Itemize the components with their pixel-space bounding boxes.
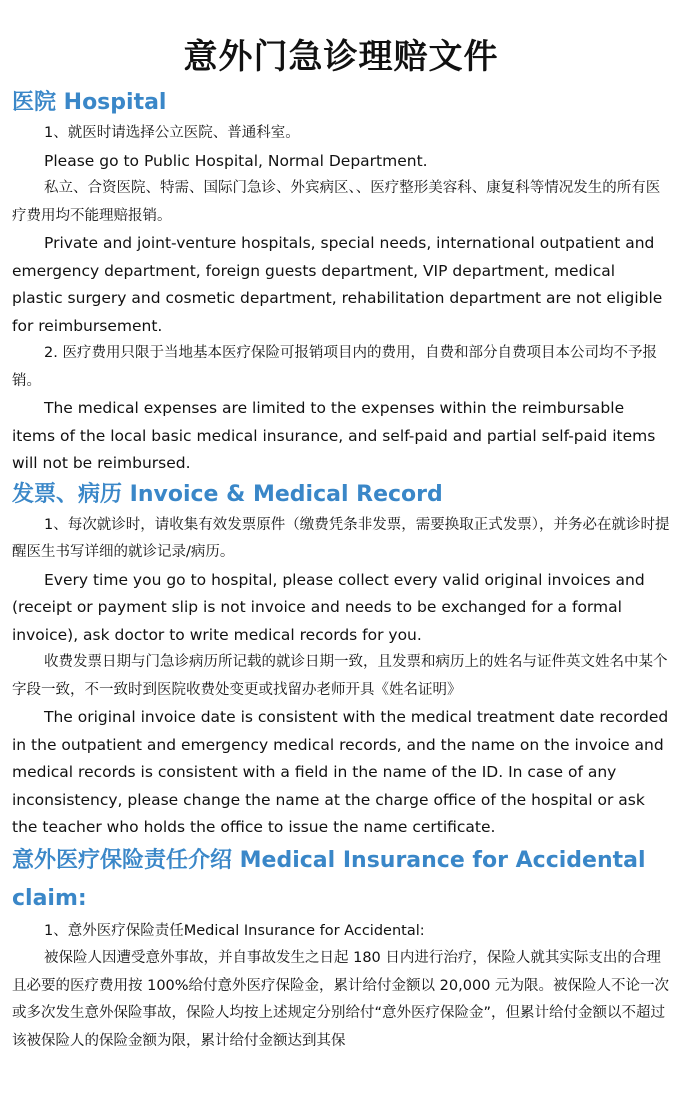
section-heading-invoice: 发票、病历 Invoice & Medical Record (12, 481, 443, 507)
paragraph: 收费发票日期与门急诊病历所记载的就诊日期一致，且发票和病历上的姓名与证件英文姓名中某个字段一致，不一致时到医院收费处变更或找留办老师开具《姓名证明》 (12, 654, 668, 698)
paragraph: 2. 医疗费用只限于当地基本医疗保险可报销项目内的费用，自费和部分自费项目本公司均不予报销。 (12, 345, 657, 389)
paragraph: 1、意外医疗保险责任Medical Insurance for Accidental: (44, 922, 425, 939)
paragraph: Please go to Public Hospital, Normal Department. (44, 151, 428, 170)
paragraph: The medical expenses are limited to the expenses within the reimbursable items of the local basic medical insurance, and self-paid and partial self-paid items will not be reimbursed. (12, 399, 656, 472)
paragraph: 被保险人因遭受意外事故，并自事故发生之日起 180 日内进行治疗，保险人就其实际支出的合理且必要的医疗费用按 100%给付意外医疗保险金，累计给付金额以 20,000 元为限。被保险人不论一次或多次发生意外保险事故，保险人均按上述规定分别给付“意外医疗保险金”，但累计给付金额以不超过该被保险人的保险金额为限，累计给付金额达到其保 (12, 950, 670, 1049)
section-heading-insurance: 意外医疗保险责任介绍 Medical Insurance for Accidental claim: (12, 847, 646, 911)
document-title: 意外门急诊理赔文件 (183, 37, 499, 77)
paragraph: 1、每次就诊时，请收集有效发票原件（缴费凭条非发票，需要换取正式发票），并务必在就诊时提醒医生书写详细的就诊记录/病历。 (12, 516, 670, 560)
paragraph: Private and joint-venture hospitals, special needs, international outpatient and emergency department, foreign guests department, VIP department, medical plastic surgery and cosmetic department, rehabilitation department are not eligible for reimbursement. (12, 234, 663, 335)
section-heading-hospital: 医院 Hospital (12, 90, 167, 115)
paragraph: The original invoice date is consistent with the medical treatment date recorded in the outpatient and emergency medical records, and the name on the invoice and medical records is consistent with a field in the name of the ID. In case of any inconsistency, please change the name at the charge office of the hospital or ask the teacher who holds the office to issue the name certificate. (12, 708, 669, 836)
paragraph: 1、就医时请选择公立医院、普通科室。 (44, 125, 300, 141)
paragraph: 私立、合资医院、特需、国际门急诊、外宾病区、、医疗整形美容科、康复科等情况发生的所有医疗费用均不能理赔报销。 (12, 180, 661, 224)
paragraph: Every time you go to hospital, please collect every valid original invoices and (receipt or payment slip is not invoice and needs to be exchanged for a formal invoice), ask doctor to write medical records for you. (12, 570, 645, 644)
